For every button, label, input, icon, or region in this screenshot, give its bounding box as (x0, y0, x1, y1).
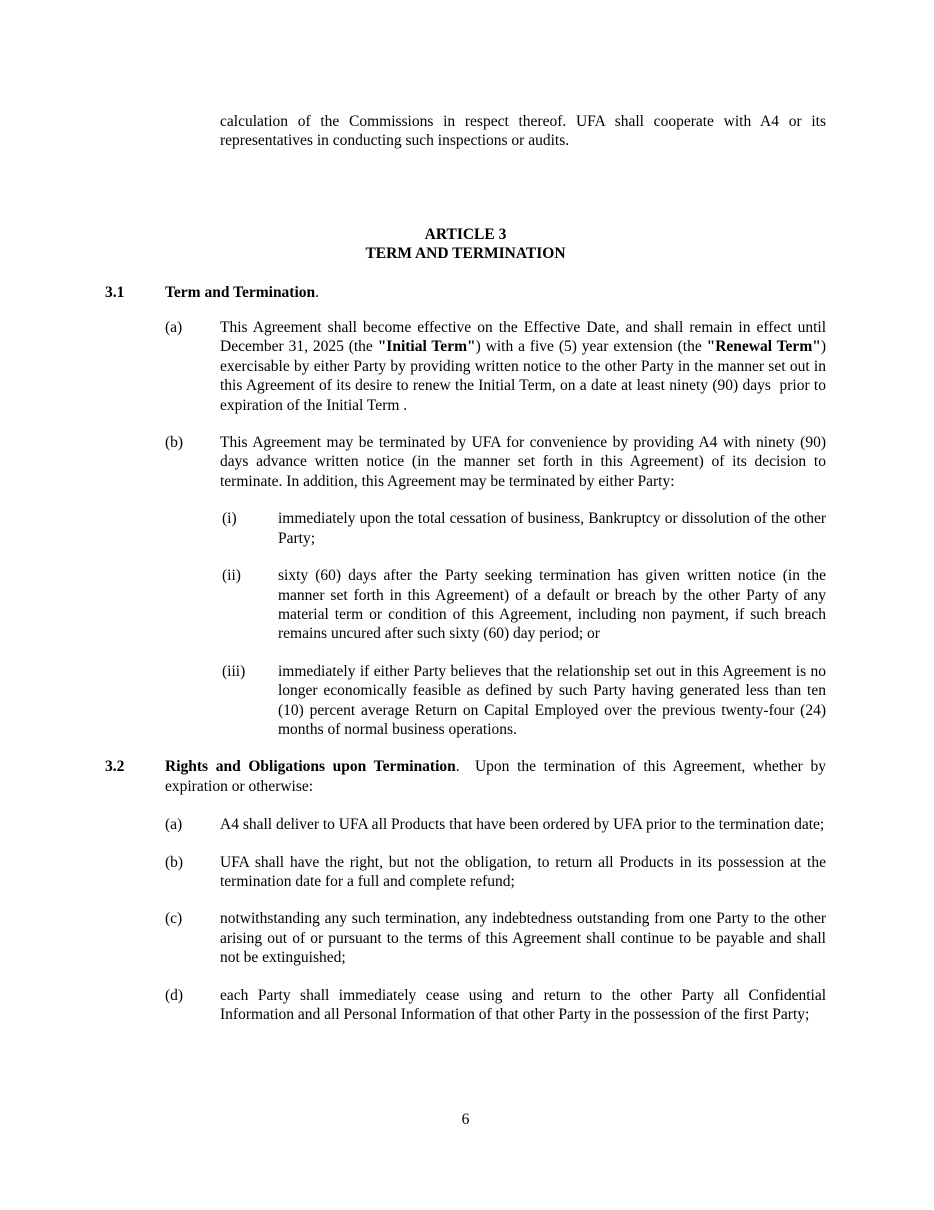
text-segment: ) with a five (5) year extension (the (475, 338, 707, 356)
clause-3-1-b-i-marker: (i) (222, 510, 237, 528)
article-heading (105, 225, 826, 264)
section-3-2-number: 3.2 (105, 758, 125, 776)
clause-3-1-b-ii-marker: (ii) (222, 567, 241, 585)
clause-3-2-b-text: UFA shall have the right, but not the obligation, to return all Products in its possession at the termination date for a full and complete refund; (220, 853, 826, 890)
article-heading-line2: TERM AND TERMINATION (365, 245, 566, 263)
clause-3-1-b-i (105, 509, 826, 548)
clause-3-1-b-iii (105, 662, 826, 740)
intro-paragraph: calculation of the Commissions in respect thereof. UFA shall cooperate with A4 or its representatives in conducting such inspections or audits. (220, 113, 826, 150)
text-segment: This Agreement shall become effective on the Effective Date, and shall remain in effect until December 31, 2025 (the (220, 319, 826, 356)
clause-3-2-c-text: notwithstanding any such termination, any indebtedness outstanding from one Party to the other arising out of or pursuant to the terms of this Agreement shall continue to be payable and shall not be extinguished; (220, 910, 826, 967)
clause-3-1-b-marker: (b) (165, 434, 184, 452)
clause-3-1-b-ii (105, 566, 826, 644)
section-3-2-title: Rights and Obligations upon Termination (165, 758, 456, 776)
clause-3-1-b (105, 433, 826, 491)
clause-3-2-d (105, 986, 826, 1025)
defined-term: "Initial Term" (377, 338, 476, 356)
clause-3-2-d-text: each Party shall immediately cease using and return to the other Party all Confidential Information and all Personal Information of that other Party in the possession of the first Party; (220, 986, 826, 1023)
clause-3-2-c (105, 909, 826, 967)
clause-3-1-b-text: This Agreement may be terminated by UFA for convenience by providing A4 with ninety (90) days advance written notice (in the manner set forth in this Agreement) of its decision to terminate. In addition, this Agreement may be terminated by either Party: (220, 434, 826, 490)
clause-3-1-a-marker: (a) (165, 319, 183, 337)
clause-3-1-b-iii-marker: (iii) (222, 662, 246, 680)
clause-3-1-b-i-text: immediately upon the total cessation of business, Bankruptcy or dissolution of the other Party; (278, 510, 826, 547)
section-3-1-title-row (165, 283, 826, 302)
section-3-2-title-row (165, 757, 826, 796)
page-footer (105, 1110, 826, 1129)
clause-3-1-a (105, 318, 826, 415)
clause-3-2-b (105, 853, 826, 892)
clause-3-1-b-iii-text: immediately if either Party believes that the relationship set out in this Agreement is no longer economically feasible as defined by such Party having generated less than ten (10) percent average Return on Capital Employed over the previous twenty-four (24) months of normal business operations. (278, 662, 826, 738)
defined-term: "Renewal Term" (706, 338, 821, 356)
clause-3-2-a-text: A4 shall deliver to UFA all Products that have been ordered by UFA prior to the termination date; (220, 816, 825, 834)
clause-3-2-b-marker: (b) (165, 853, 184, 871)
clause-3-2-d-marker: (d) (165, 986, 184, 1004)
article-heading-line1: ARTICLE 3 (424, 225, 507, 243)
section-3-1-heading (105, 283, 826, 302)
text-segment: ) exercisable by either Party by providing written notice to the other Party in the manner set out in this Agreement of its desire to renew the Initial Term, on a date at least ninety (90) days prior to expiration of the Initial Term . (220, 338, 827, 414)
section-3-2-heading (105, 757, 826, 796)
section-3-2-title-suffix: . Upon the termination of this Agreement, whether by expiration or otherwise: (165, 758, 826, 795)
clause-3-2-a-marker: (a) (165, 816, 183, 834)
section-3-1-title: Term and Termination (165, 283, 316, 301)
clause-3-1-b-ii-text: sixty (60) days after the Party seeking termination has given written notice (in the manner set forth in this Agreement) of a default or breach by the other Party of any material term or condition of this Agreement, including non payment, if such breach remains uncured after such sixty (60) day period; or (278, 567, 826, 643)
clause-3-2-a (105, 815, 826, 834)
clause-3-1-a-text (220, 318, 826, 415)
page-number: 6 (461, 1111, 470, 1128)
clause-3-2-c-marker: (c) (165, 910, 183, 928)
section-3-1-number: 3.1 (105, 283, 125, 301)
section-3-1-title-suffix: . (315, 283, 320, 301)
